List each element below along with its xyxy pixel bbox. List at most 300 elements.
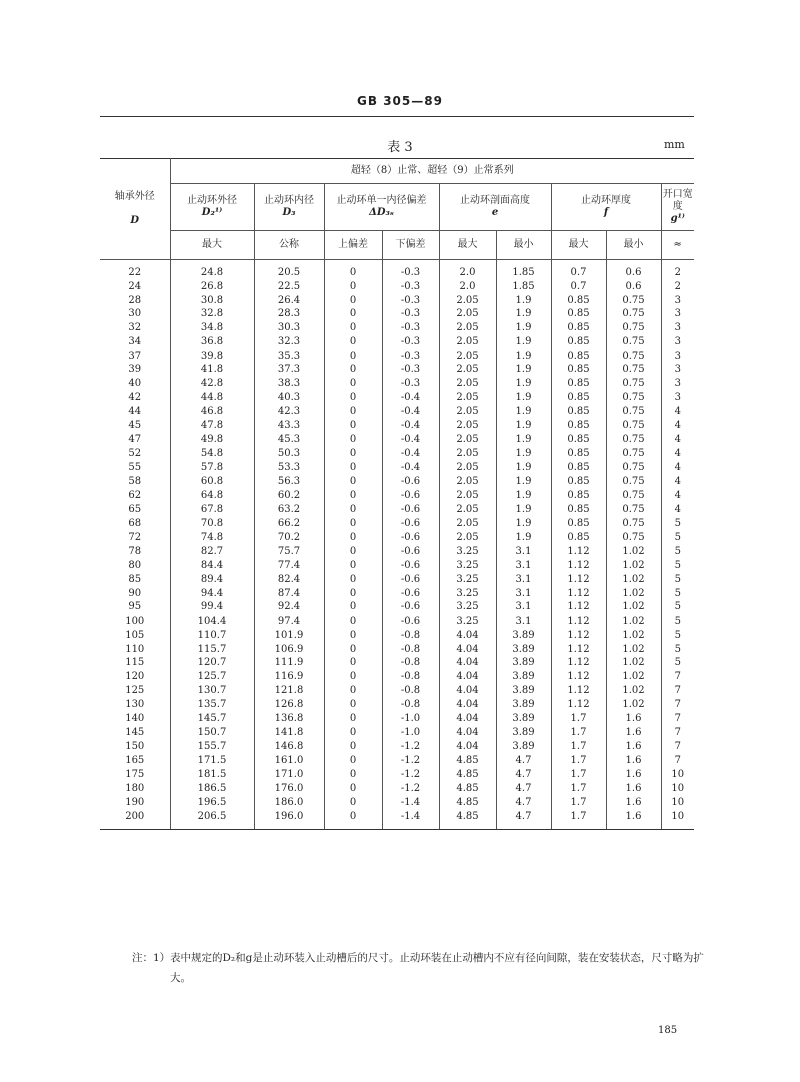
table-cell: 1.85 [496,280,551,294]
table-cell: 116.9 [254,670,324,684]
table-row [100,768,694,782]
table-cell: 1.9 [496,433,551,447]
table-cell: 171.5 [170,754,254,769]
table-row [100,461,694,475]
table-cell: 5 [661,544,694,559]
table-cell: 3 [661,377,694,391]
table-cell: 3.25 [439,573,496,587]
table-cell: 0 [324,698,382,712]
table-cell: 146.8 [254,740,324,754]
table-cell: 2.05 [439,321,496,335]
table-cell: 1.9 [496,377,551,391]
table-cell: 4.04 [439,670,496,684]
table-cell: 175 [125,769,145,781]
table-cell: 4.85 [439,754,496,769]
table-cell: 20.5 [254,260,324,280]
table-row [100,559,694,573]
table-cell: 1.7 [551,782,606,796]
table-cell: 1.02 [606,629,661,643]
table-cell: 22.5 [254,280,324,294]
table-cell: 0 [324,280,382,294]
table-row [100,260,694,280]
table-cell: 4 [661,461,694,475]
table-cell: 121.8 [254,684,324,699]
table-cell: 0.75 [606,489,661,503]
table-cell: 4.85 [439,768,496,782]
table-cell: 44.8 [170,391,254,405]
table-cell: 0 [324,587,382,601]
table-cell: 1.12 [551,559,606,573]
table-cell: 7 [661,698,694,712]
table-cell: 0.75 [606,363,661,377]
table-cell: 3.89 [496,629,551,643]
table-cell: 41.8 [170,363,254,377]
table-cell: 7 [661,712,694,726]
table-cell: 0 [324,670,382,684]
table-cell: 2.05 [439,475,496,490]
table-cell: 26.8 [170,280,254,294]
table-row [100,294,694,308]
table-cell: 2.05 [439,377,496,391]
header-thickness: 止动环厚度 f [551,184,661,231]
table-cell: 1.6 [606,754,661,769]
table-row [100,670,694,684]
table-cell: 111.9 [254,656,324,670]
table-cell: -0.6 [382,559,439,573]
table-cell: 0.75 [606,377,661,391]
table-cell: 77.4 [254,559,324,573]
table-row [100,503,694,517]
table-cell: 5 [661,656,694,670]
table-cell: 115.7 [170,643,254,657]
table-cell: -0.6 [382,489,439,503]
table-cell: 0.85 [551,517,606,531]
table-cell: 4.04 [439,740,496,754]
header-bearing-od: 轴承外径 D [100,159,170,260]
table-cell: 42 [128,391,142,403]
table-cell: 176.0 [254,782,324,796]
table-cell: 200 [100,810,170,830]
table-cell: 1.7 [551,712,606,726]
table-row [100,363,694,377]
table-cell: 2.05 [439,363,496,377]
table-cell: 40.3 [254,391,324,405]
table-cell: 0.75 [606,335,661,350]
table-cell: 150.7 [170,726,254,740]
table-cell: 0.75 [606,294,661,308]
table-cell: 4.7 [496,796,551,810]
table-cell: 1.12 [551,629,606,643]
subheader-min: 最小 [496,231,551,260]
table-cell: 22 [128,267,142,278]
table-cell: -0.3 [382,363,439,377]
header-ring-id: 止动环内径 D₃ [254,184,324,231]
table-cell: -0.3 [382,260,439,280]
table-cell: 0.7 [551,280,606,294]
table-cell: 180 [125,783,145,795]
table-cell: 47.8 [170,419,254,433]
table-cell: 1.9 [496,391,551,405]
table-row [100,614,694,629]
table-cell: 0.75 [606,503,661,517]
table-cell: 0 [324,544,382,559]
table-cell: 3 [661,391,694,405]
table-body [100,260,694,830]
table-cell: 2.0 [439,260,496,280]
table-cell: 1.9 [496,294,551,308]
table-cell: 4.7 [496,810,551,830]
table-cell: 3.1 [496,559,551,573]
table-cell: -0.3 [382,307,439,321]
table-cell: 45.3 [254,433,324,447]
table-cell: 2 [661,280,694,294]
table-cell: 0 [324,531,382,545]
table-cell: 1.9 [496,307,551,321]
table-cell: 0 [324,629,382,643]
table-cell: 30 [128,308,142,320]
table-cell: -1.0 [382,726,439,740]
table-cell: -1.4 [382,796,439,810]
table-row [100,754,694,769]
table-cell: 0.75 [606,307,661,321]
table-cell: 0 [324,363,382,377]
table-cell: 2.05 [439,461,496,475]
table-cell: 49.8 [170,433,254,447]
table-cell: 5 [661,614,694,629]
table-cell: 1.9 [496,531,551,545]
table-cell: 0.85 [551,433,606,447]
table-cell: 3 [661,321,694,335]
table-row [100,698,694,712]
table-cell: 10 [661,782,694,796]
table-cell: 135.7 [170,698,254,712]
table-cell: 0 [324,377,382,391]
table-cell: 5 [661,517,694,531]
table-cell: 45 [128,420,142,432]
table-cell: 0 [324,684,382,699]
table-cell: 89.4 [170,573,254,587]
table-cell: 5 [661,559,694,573]
table-cell: 120.7 [170,656,254,670]
table-row [100,517,694,531]
table-cell: 75.7 [254,544,324,559]
table-cell: 1.02 [606,670,661,684]
table-cell: 171.0 [254,768,324,782]
table-cell: 1.9 [496,475,551,490]
table-cell: 1.7 [551,754,606,769]
header-section-height: 止动环剖面高度 e [439,184,551,231]
table-cell: 0 [324,740,382,754]
table-cell: 82.4 [254,573,324,587]
table-cell: 1.9 [496,350,551,364]
table-cell: 3.1 [496,573,551,587]
table-cell: 80 [128,559,142,571]
table-cell: 57.8 [170,461,254,475]
table-cell: 4.7 [496,782,551,796]
table-cell: 35.3 [254,350,324,364]
table-cell: 4.04 [439,656,496,670]
table-cell: 0.85 [551,405,606,420]
table-cell: 84.4 [170,559,254,573]
table-cell: -0.6 [382,517,439,531]
table-cell: 3.1 [496,600,551,614]
table-cell: -0.4 [382,419,439,433]
table-cell: 5 [661,629,694,643]
table-cell: 0 [324,712,382,726]
table-cell: 34 [128,336,142,348]
table-cell: 0.75 [606,531,661,545]
header-ring-deviation: 止动环单一内径偏差 ΔD₃ₛ [324,184,439,231]
table-row [100,712,694,726]
table-cell: 37.3 [254,363,324,377]
table-cell: -0.3 [382,280,439,294]
table-cell: 5 [661,573,694,587]
table-cell: 4.04 [439,712,496,726]
table-cell: 3.89 [496,698,551,712]
table-cell: -1.2 [382,782,439,796]
table-cell: 30.3 [254,321,324,335]
table-cell: 0 [324,782,382,796]
table-cell: 67.8 [170,503,254,517]
table-cell: 0.75 [606,461,661,475]
table-cell: -0.3 [382,294,439,308]
table-cell: 4 [661,419,694,433]
table-cell: 56.3 [254,475,324,490]
table-cell: 1.6 [606,726,661,740]
table-cell: 4.7 [496,754,551,769]
table-cell: 4.85 [439,796,496,810]
table-row [100,656,694,670]
table-cell: 1.6 [606,740,661,754]
table-cell: 141.8 [254,726,324,740]
table-cell: 1.12 [551,614,606,629]
table-row [100,629,694,643]
table-cell: 0 [324,600,382,614]
table-cell: 1.02 [606,656,661,670]
table-cell: -0.8 [382,656,439,670]
header-series: 超轻（8）止常、超轻（9）止常系列 [170,159,694,184]
table-cell: 3.1 [496,614,551,629]
table-cell: 63.2 [254,503,324,517]
top-rule [100,116,694,117]
table-cell: 0 [324,517,382,531]
table-cell: 0 [324,419,382,433]
table-cell: 3.25 [439,614,496,629]
table-cell: 1.9 [496,321,551,335]
table-row [100,782,694,796]
table-cell: -0.4 [382,433,439,447]
table-cell: 24 [128,280,142,292]
table-cell: 1.7 [551,726,606,740]
table-cell: 0 [324,475,382,490]
table-row [100,377,694,391]
table-cell: 24.8 [170,260,254,280]
table-row [100,810,694,830]
table-cell: 97.4 [254,614,324,629]
table-cell: 0.75 [606,475,661,490]
table-cell: 38.3 [254,377,324,391]
table-row [100,321,694,335]
table-cell: 85 [128,573,142,585]
table-cell: 7 [661,684,694,699]
table-cell: 0.75 [606,350,661,364]
footnote [134,948,704,988]
table-cell: 42.8 [170,377,254,391]
table-cell: 0.85 [551,461,606,475]
table-cell: 0.85 [551,350,606,364]
table-cell: 0.85 [551,503,606,517]
table-cell: -0.4 [382,461,439,475]
table-cell: 54.8 [170,447,254,461]
table-cell: 4.85 [439,810,496,830]
table-cell: 0 [324,350,382,364]
table-row [100,280,694,294]
table-cell: 94.4 [170,587,254,601]
table-cell: 1.85 [496,260,551,280]
table-cell: 46.8 [170,405,254,420]
table-cell: 186.5 [170,782,254,796]
table-cell: 0.6 [606,280,661,294]
table-cell: 2.05 [439,335,496,350]
table-cell: 165 [125,755,145,767]
table-cell: -0.3 [382,350,439,364]
table-cell: -0.8 [382,643,439,657]
table-cell: 1.9 [496,335,551,350]
table-cell: 1.12 [551,587,606,601]
table-cell: 50.3 [254,447,324,461]
table-cell: 0.75 [606,321,661,335]
table-cell: 106.9 [254,643,324,657]
table-row [100,391,694,405]
table-cell: 0.85 [551,307,606,321]
table-cell: 125.7 [170,670,254,684]
table-cell: 0.75 [606,517,661,531]
table-cell: 0 [324,503,382,517]
table-cell: 0 [324,307,382,321]
table-cell: 126.8 [254,698,324,712]
table-cell: 196.5 [170,796,254,810]
table-cell: 43.3 [254,419,324,433]
table-cell: 0.75 [606,447,661,461]
table-row [100,350,694,364]
table-cell: 47 [128,434,142,446]
table-cell: 3.25 [439,559,496,573]
table-cell: 4 [661,405,694,420]
footnote-label: 注：1） [132,952,171,964]
table-cell: 1.02 [606,614,661,629]
table-cell: 3.1 [496,587,551,601]
table-cell: 62 [128,490,142,502]
table-cell: -1.2 [382,768,439,782]
subheader-lower-dev: 下偏差 [382,231,439,260]
table-cell: 68 [128,517,142,529]
table-cell: 1.6 [606,810,661,830]
table-cell: 4.04 [439,629,496,643]
table-cell: 1.6 [606,712,661,726]
table-cell: -0.8 [382,698,439,712]
table-cell: 32 [128,322,142,334]
table-row [100,307,694,321]
footnote-text: 表中规定的D₂和g是止动环装入止动槽后的尺寸。止动环装在止动槽内不应有径向间隙，装在安装状态，尺寸略为扩大。 [170,952,704,984]
table-cell: -1.2 [382,754,439,769]
table-cell: 4.04 [439,643,496,657]
table-cell: 0.75 [606,419,661,433]
table-row [100,796,694,810]
table-cell: 0 [324,405,382,420]
table-cell: 5 [661,600,694,614]
table-cell: 10 [661,768,694,782]
table-cell: 3.89 [496,712,551,726]
table-cell: 1.9 [496,419,551,433]
table-cell: -0.4 [382,391,439,405]
table-cell: -0.6 [382,544,439,559]
table-row [100,573,694,587]
table-cell: 5 [661,587,694,601]
table-cell: 2.05 [439,294,496,308]
table-cell: 70.2 [254,531,324,545]
table-cell: 1.9 [496,517,551,531]
table-cell: 110 [125,643,145,655]
table-cell: 115 [125,657,145,669]
subheader-min: 最小 [606,231,661,260]
table-cell: 52 [128,447,142,459]
table-cell: 3.25 [439,587,496,601]
table-cell: 0.75 [606,433,661,447]
table-cell: 7 [661,670,694,684]
table-cell: 1.7 [551,740,606,754]
table-cell: 0 [324,559,382,573]
table-cell: 100 [125,615,145,627]
table-cell: 32.8 [170,307,254,321]
table-cell: 1.12 [551,573,606,587]
table-cell: 39.8 [170,350,254,364]
header-gap-width: 开口宽度 g¹⁾ [661,184,694,231]
table-cell: 0.85 [551,321,606,335]
table-cell: 186.0 [254,796,324,810]
table-cell: 1.9 [496,489,551,503]
table-cell: 4.85 [439,782,496,796]
table-cell: 0 [324,489,382,503]
table-cell: 0 [324,447,382,461]
table-row [100,405,694,420]
table-cell: 206.5 [170,810,254,830]
table-cell: -0.6 [382,573,439,587]
standard-number: GB 305—89 [357,94,443,108]
table-cell: 1.12 [551,684,606,699]
page-number: 185 [658,1025,678,1036]
table-cell: 0.75 [606,405,661,420]
table-row [100,489,694,503]
table-cell: 26.4 [254,294,324,308]
table-cell: 2.05 [439,405,496,420]
table-cell: 0 [324,754,382,769]
table-cell: 4 [661,475,694,490]
table-cell: 130 [125,699,145,711]
table-cell: 101.9 [254,629,324,643]
table-cell: 0.85 [551,335,606,350]
table-cell: 28 [128,294,142,306]
snap-ring-dimensions-table [100,158,694,830]
table-cell: 3 [661,350,694,364]
subheader-approx: ≈ [661,231,694,260]
table-cell: 99.4 [170,600,254,614]
table-cell: 10 [661,810,694,830]
header-ring-od: 止动环外径 D₂¹⁾ [170,184,254,231]
table-row [100,447,694,461]
table-cell: 2.05 [439,307,496,321]
table-cell: 136.8 [254,712,324,726]
table-cell: 92.4 [254,600,324,614]
